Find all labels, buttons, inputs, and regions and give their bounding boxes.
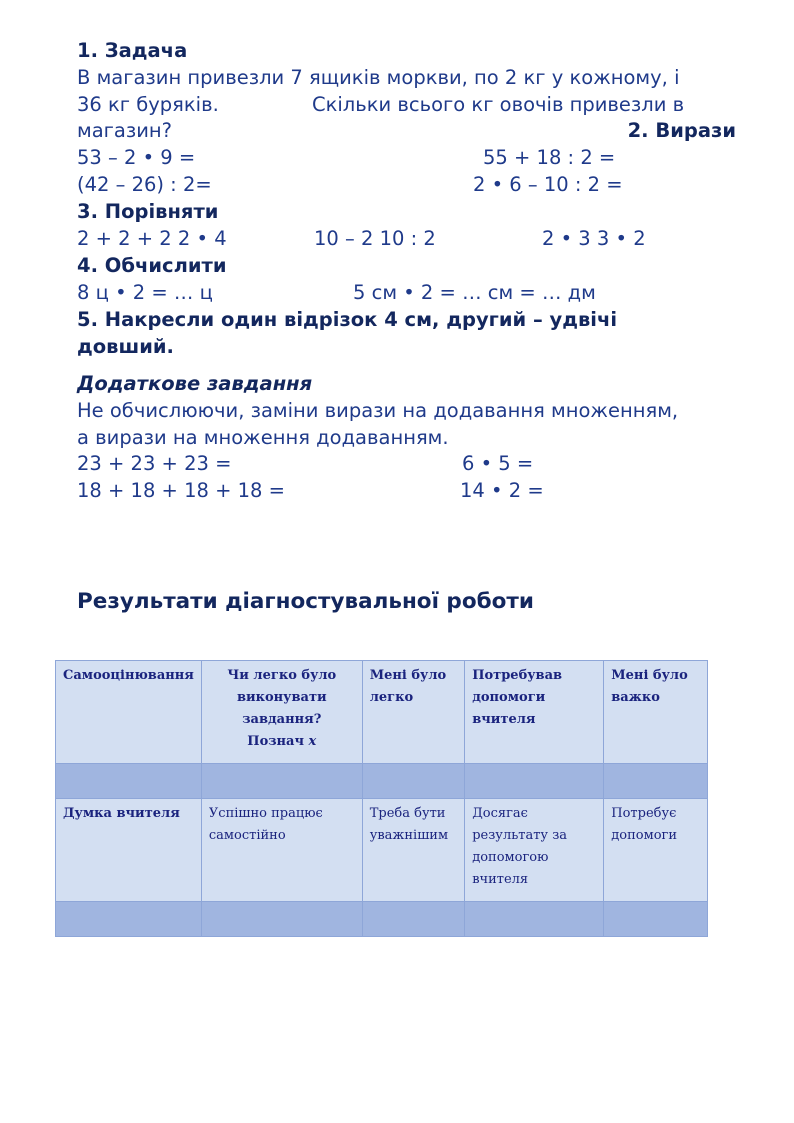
teacher-opinion-independent: Успішно працює самостійно — [201, 799, 362, 902]
header-question-line4 — [209, 731, 355, 753]
task5-line2: довший. — [77, 335, 174, 358]
teacher-opinion-needs-help: Потребує допомоги — [604, 799, 708, 902]
extra-title: Додаткове завдання — [77, 372, 313, 395]
header-mark-x: х — [308, 734, 317, 749]
header-question-line2: виконувати — [236, 690, 327, 705]
header-question-line3: завдання? — [242, 712, 322, 727]
task1-text-line2a: 36 кг буряків. — [77, 93, 219, 116]
teacher-mark-cell-3[interactable] — [362, 902, 464, 937]
teacher-opinion-attentive: Треба бути уважнішим — [362, 799, 464, 902]
extra-expr2: 6 • 5 = — [462, 452, 534, 475]
task4-calc2: 5 см • 2 = … см = … дм — [353, 281, 596, 304]
teacher-mark-cell-1[interactable] — [56, 902, 202, 937]
results-table — [55, 660, 708, 937]
task3-compare3: 2 • 3 3 • 2 — [542, 227, 646, 250]
teacher-opinion-with-help: Досягає результату за допомогою вчителя — [465, 799, 604, 902]
task2-expr1: 53 – 2 • 9 = — [77, 146, 196, 169]
teacher-mark-cell-2[interactable] — [201, 902, 362, 937]
table-row-teacher-marks — [56, 902, 708, 937]
header-hard: Мені було важко — [604, 661, 708, 764]
task2-title: 2. Вирази — [627, 119, 736, 142]
extra-expr3: 18 + 18 + 18 + 18 = — [77, 479, 285, 502]
teacher-mark-cell-4[interactable] — [465, 902, 604, 937]
header-mark-label: Познач — [247, 734, 304, 749]
task2-expr2: 55 + 18 : 2 = — [483, 146, 616, 169]
table-row-self-marks — [56, 764, 708, 799]
header-question — [201, 661, 362, 764]
task3-compare2: 10 – 2 10 : 2 — [314, 227, 436, 250]
task3-compare1: 2 + 2 + 2 2 • 4 — [77, 227, 227, 250]
task1-text-line3: магазин? — [77, 119, 172, 142]
teacher-opinion-label: Думка вчителя — [56, 799, 202, 902]
mark-cell-5[interactable] — [604, 764, 708, 799]
results-title: Результати діагностувальної роботи — [77, 589, 534, 614]
extra-expr1: 23 + 23 + 23 = — [77, 452, 232, 475]
mark-cell-2[interactable] — [201, 764, 362, 799]
task2-expr4: 2 • 6 – 10 : 2 = — [473, 173, 623, 196]
task5-line1: 5. Накресли один відрізок 4 см, другий – удвічі — [77, 308, 618, 331]
header-self-assessment: Самооцінювання — [56, 661, 202, 764]
mark-cell-3[interactable] — [362, 764, 464, 799]
header-needed-help: Потребував допомоги вчителя — [465, 661, 604, 764]
task1-title: 1. Задача — [77, 39, 188, 62]
table-row-teacher-opinion — [56, 799, 708, 902]
teacher-mark-cell-5[interactable] — [604, 902, 708, 937]
task4-calc1: 8 ц • 2 = … ц — [77, 281, 213, 304]
task4-title: 4. Обчислити — [77, 254, 227, 277]
header-question-line1: Чи легко було — [227, 668, 337, 683]
extra-expr4: 14 • 2 = — [460, 479, 544, 502]
mark-cell-1[interactable] — [56, 764, 202, 799]
task2-expr3: (42 – 26) : 2= — [77, 173, 212, 196]
extra-text-line2: а вирази на множення додаванням. — [77, 426, 449, 449]
table-header-row — [56, 661, 708, 764]
task3-title: 3. Порівняти — [77, 200, 219, 223]
mark-cell-4[interactable] — [465, 764, 604, 799]
task1-text-line2b: Скільки всього кг овочів привезли в — [312, 93, 685, 116]
task1-text-line1: В магазин привезли 7 ящиків моркви, по 2 кг у кожному, і — [77, 66, 680, 89]
header-easy: Мені було легко — [362, 661, 464, 764]
extra-text-line1: Не обчислюючи, заміни вирази на додавання множенням, — [77, 399, 679, 422]
